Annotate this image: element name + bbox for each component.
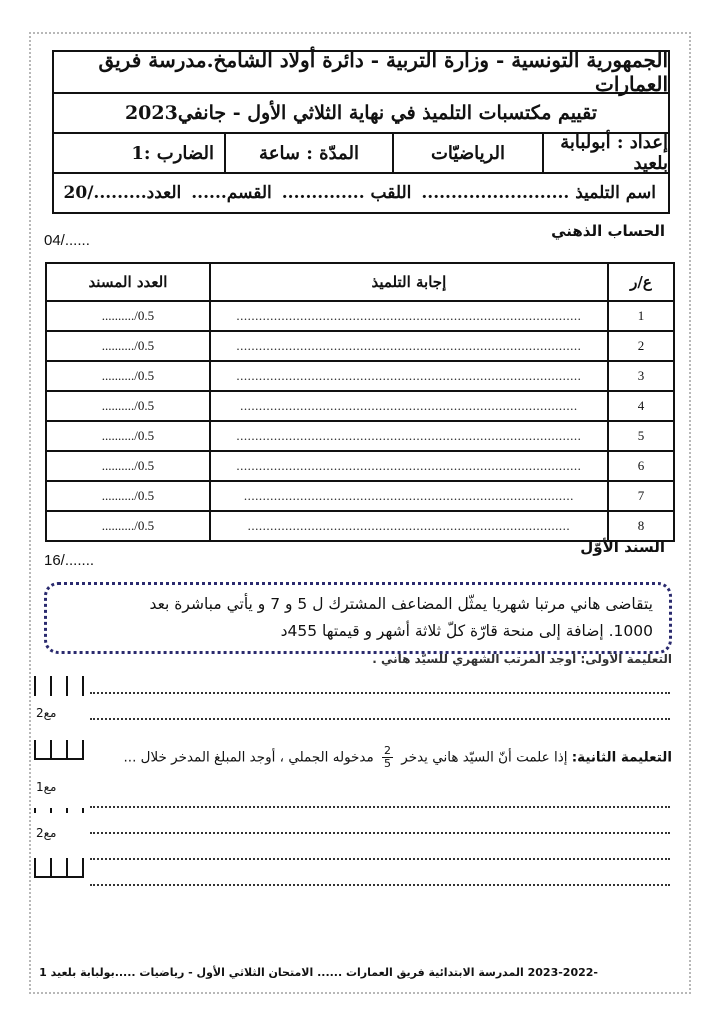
answer-field[interactable]: ........................................................................................	[210, 481, 608, 511]
table-row	[46, 331, 674, 361]
answer-field[interactable]: ............................................................................................	[210, 421, 608, 451]
score-field[interactable]: 0.5/..........	[46, 451, 210, 481]
col-number-header: ع/ر	[608, 263, 674, 301]
instruction-2-text-a: إذا علمت أنّ السيّد هاني يدخر	[401, 749, 568, 766]
part1-score: 16/.......	[44, 552, 95, 569]
instruction-2	[123, 745, 672, 770]
instruction-2-label: التعليمة الثانية:	[571, 749, 672, 766]
score-field[interactable]: 0.5/..........	[46, 511, 210, 541]
class-field[interactable]: القسم......	[191, 183, 272, 203]
subject-text: الرياضيّات	[430, 142, 506, 164]
criterion-label: مع2	[36, 706, 57, 720]
answer-line[interactable]	[90, 806, 670, 808]
student-name-field[interactable]: اسم التلميذ .........................	[421, 183, 656, 203]
answer-field[interactable]: ............................................................................................	[210, 331, 608, 361]
problem-statement-box	[44, 582, 672, 654]
answer-field[interactable]: ............................................................................................	[210, 301, 608, 331]
mental-math-score: 04/......	[44, 232, 90, 249]
statement-line-1: يتقاضى هاني مرتبا شهريا يمثّل المضاعف المشترك ل 5 و 7 و يأتي مباشرة بعد	[149, 595, 653, 613]
author-text: إعداد : أبولبابة بلعيد	[560, 132, 668, 174]
row-number: 5	[608, 421, 674, 451]
duration-cell	[224, 134, 392, 172]
answer-field[interactable]: ............................................................................................	[210, 361, 608, 391]
answer-line[interactable]	[90, 884, 670, 886]
instruction-2-text-b: مدخوله الجملي ، أوجد المبلغ المدخر خلال ...	[123, 749, 374, 766]
answer-field[interactable]: ......................................................................................	[210, 511, 608, 541]
table-row	[46, 361, 674, 391]
coefficient-text: الضارب :1	[131, 142, 214, 164]
answer-field[interactable]: ............................................................................................	[210, 451, 608, 481]
fraction-denominator: 5	[384, 757, 391, 770]
table-row	[46, 481, 674, 511]
subject-cell	[392, 134, 542, 172]
header-info-row	[54, 134, 668, 174]
criteria-box-icon	[34, 858, 84, 878]
row-number: 3	[608, 361, 674, 391]
part1-title: السند الأوّل	[580, 538, 665, 556]
duration-text: المدّة : ساعة	[259, 142, 359, 164]
table-row	[46, 451, 674, 481]
table-row	[46, 421, 674, 451]
table-row	[46, 391, 674, 421]
header-title-row	[54, 94, 668, 134]
score-field[interactable]: 0.5/..........	[46, 361, 210, 391]
criteria-bars-icon	[34, 676, 84, 696]
author-cell	[542, 134, 668, 172]
answer-field[interactable]: ..........................................................................................	[210, 391, 608, 421]
fraction-numerator: 2	[384, 744, 391, 757]
criteria-box-icon	[34, 740, 84, 760]
mental-math-title: الحساب الذهني	[551, 222, 665, 240]
col-answer-header: إجابة التلميذ	[210, 263, 608, 301]
fraction	[382, 745, 393, 770]
row-number: 8	[608, 511, 674, 541]
row-number: 7	[608, 481, 674, 511]
criterion-label: مع2	[36, 826, 57, 840]
exam-title: تقييم مكتسبات التلميذ في نهاية الثلاثي الأول - جانفي2023	[124, 102, 598, 124]
header-institution-row	[54, 48, 668, 96]
institution-line: الجمهورية التونسية - وزارة التربية - دائرة أولاد الشامخ.مدرسة فريق العمارات	[98, 48, 668, 96]
score-field[interactable]: 0.5/..........	[46, 421, 210, 451]
score-field[interactable]: 0.5/..........	[46, 481, 210, 511]
row-number: 6	[608, 451, 674, 481]
score-field[interactable]: 0.5/..........	[46, 301, 210, 331]
answer-line[interactable]	[90, 832, 670, 834]
table-row	[46, 301, 674, 331]
statement-line-2: 1000. إضافة إلى منحة قارّة كلّ ثلاثة أشهر و قيمتها 455د	[280, 622, 653, 640]
table-header-row	[46, 263, 674, 301]
col-score-header: العدد المسند	[46, 263, 210, 301]
answer-line[interactable]	[90, 692, 670, 694]
score-field[interactable]: 0.5/..........	[46, 331, 210, 361]
score-field[interactable]: 0.5/..........	[46, 391, 210, 421]
grade-field[interactable]: العدد........./20	[63, 183, 182, 203]
mental-math-table	[45, 262, 675, 542]
exam-header	[52, 50, 670, 214]
row-number: 4	[608, 391, 674, 421]
criteria-dots-icon	[34, 800, 84, 820]
row-number: 1	[608, 301, 674, 331]
instruction-1: التعليمة الأولى: أوجد المرتب الشهري للسيّد هاني .	[372, 652, 672, 666]
answer-line[interactable]	[90, 858, 670, 860]
criterion-label: مع1	[36, 780, 57, 794]
table-row	[46, 511, 674, 541]
page-footer: -2023-2022 المدرسة الابتدائية فريق العمارات ...... الامتحان الثلاثي الأول - رياضيات .....بولبابة بلعيد 1	[39, 966, 598, 979]
answer-line[interactable]	[90, 718, 670, 720]
coefficient-cell	[54, 134, 224, 172]
student-info-row	[54, 174, 668, 212]
row-number: 2	[608, 331, 674, 361]
surname-field[interactable]: اللقب ..............	[281, 183, 412, 203]
